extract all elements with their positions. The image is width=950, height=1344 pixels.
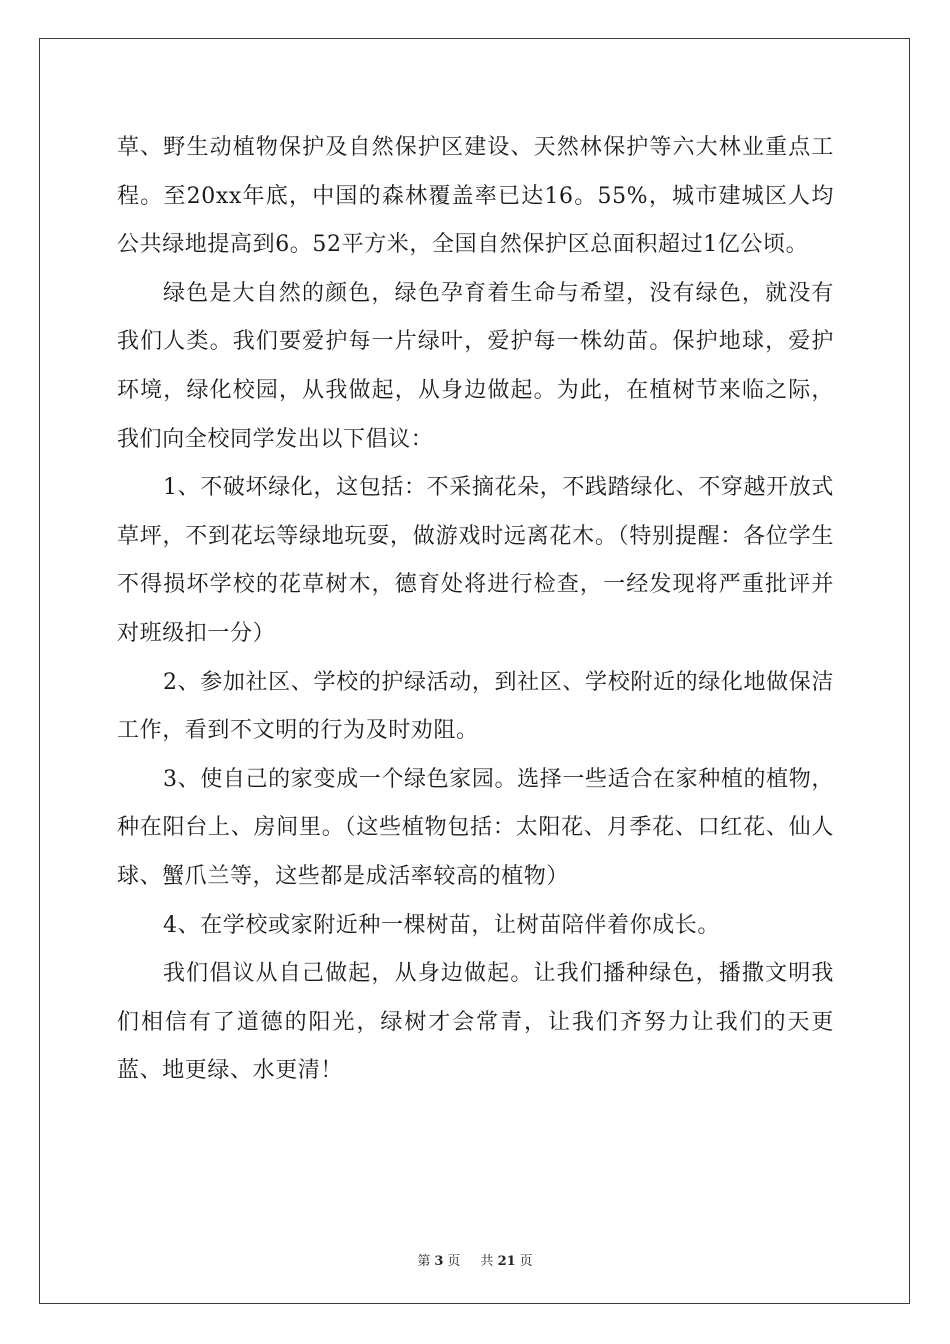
page-prefix: 第: [417, 1254, 431, 1269]
paragraph-2: 绿色是大自然的颜色，绿色孕育着生命与希望，没有绿色，就没有我们人类。我们要爱护每一片绿叶，爱护每一株幼苗。保护地球，爱护环境，绿化校园，从我做起，从身边做起。为此，在植树节来临之际，我们向全校同学发出以下倡议：: [117, 280, 834, 452]
page-footer: [0, 1250, 950, 1269]
document-body: [117, 124, 834, 1096]
page-indicator: [413, 1254, 464, 1269]
total-indicator: [477, 1254, 537, 1269]
paragraph-4: 2、参加社区、学校的护绿活动，到社区、学校附近的绿化地做保洁工作，看到不文明的行为及时劝阻。: [117, 669, 834, 744]
paragraph-6: 4、在学校或家附近种一棵树苗，让树苗陪伴着你成长。: [163, 912, 720, 938]
page-number: 3: [434, 1254, 444, 1269]
paragraph-7: 我们倡议从自己做起，从身边做起。让我们播种绿色，播撒文明我们相信有了道德的阳光，绿树才会常青，让我们齐努力让我们的天更蓝、地更绿、水更清！: [117, 961, 834, 1084]
paragraph-3: 1、不破坏绿化，这包括：不采摘花朵，不践踏绿化、不穿越开放式草坪，不到花坛等绿地玩耍，做游戏时远离花木。（特别提醒：各位学生不得损坏学校的花草树木，德育处将进行检查，一经发现将严重批评并对班级扣一分）: [117, 475, 834, 646]
total-pages: 21: [497, 1254, 516, 1269]
page-suffix: 页: [447, 1254, 461, 1269]
paragraph-5: 3、使自己的家变成一个绿色家园。选择一些适合在家种植的植物，种在阳台上、房间里。（这些植物包括：太阳花、月季花、口红花、仙人球、蟹爪兰等，这些都是成活率较高的植物）: [117, 766, 834, 889]
total-suffix: 页: [519, 1254, 533, 1269]
paragraph-1: 草、野生动植物保护及自然保护区建设、天然林保护等六大林业重点工程。至20xx年底，中国的森林覆盖率已达16。55%，城市建城区人均公共绿地提高到6。52平方米，全国自然保护区总面积超过1亿公顷。: [117, 135, 834, 258]
total-prefix: 共: [480, 1254, 494, 1269]
